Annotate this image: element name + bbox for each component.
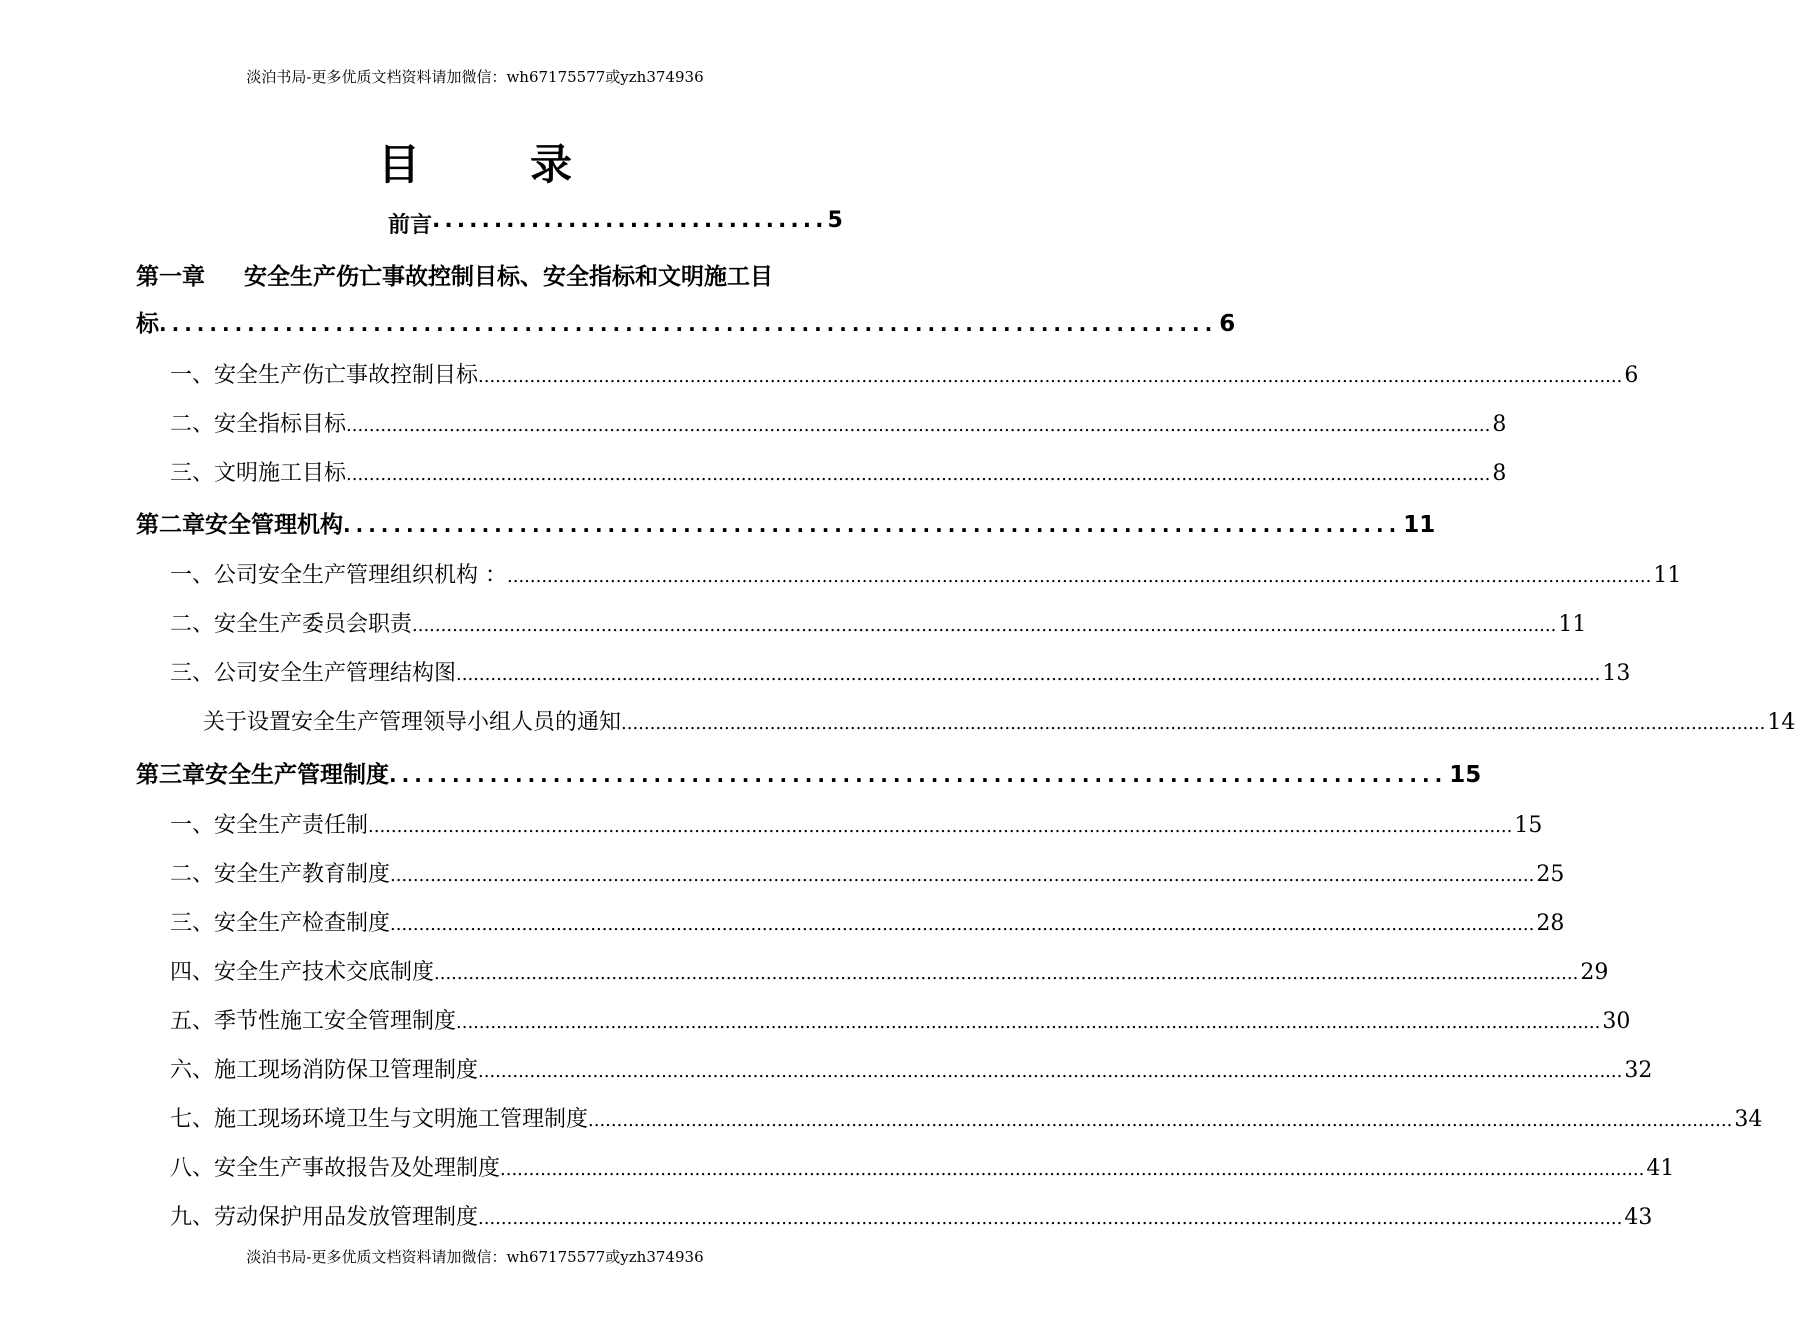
toc-item[interactable] — [170, 607, 1587, 638]
toc-item-label: 一、公司安全生产管理组织机构 ： — [170, 563, 507, 588]
leader-dots: ........................................................................................................................................................................................................ — [390, 914, 1535, 935]
preface-char-2: 言 — [410, 213, 433, 238]
chapter-title: 安全管理机构 — [205, 512, 343, 538]
toc-page-number: 8 — [1492, 412, 1507, 437]
leader-dots: .................................................................................... — [343, 513, 1402, 537]
toc-chapter-2[interactable] — [136, 506, 1436, 539]
toc-item[interactable] — [170, 1151, 1675, 1182]
toc-item[interactable] — [170, 456, 1507, 487]
toc-item[interactable] — [170, 656, 1631, 687]
leader-dots: ........................................................................................................................................................................................................ — [346, 464, 1491, 485]
toc-page-number: 11 — [1558, 612, 1587, 637]
leader-dots: ........................................................................................................................................................................................................ — [456, 1012, 1601, 1033]
toc-item-label: 七、施工现场环境卫生与文明施工管理制度 — [170, 1107, 589, 1132]
toc-item-label: 一、安全生产伤亡事故控制目标 — [170, 363, 479, 388]
toc-chapter-3[interactable] — [136, 756, 1482, 789]
toc-item-label: 三、安全生产检查制度 — [170, 911, 391, 936]
toc-item[interactable] — [170, 1102, 1763, 1133]
leader-dots: ........................................................................................................................................................................................................ — [456, 664, 1601, 685]
toc-chapter-1-line2[interactable] — [136, 305, 1236, 338]
toc-item[interactable] — [170, 857, 1565, 888]
toc-page-number: 34 — [1734, 1107, 1763, 1132]
leader-dots: .................................................................................... — [389, 763, 1448, 787]
leader-dots: ........................................................................................................................................................................................................ — [346, 415, 1491, 436]
toc-page-number: 30 — [1602, 1009, 1631, 1034]
toc-page-number: 25 — [1536, 862, 1565, 887]
toc-page-number: 14 — [1767, 710, 1795, 735]
leader-dots: ........................................................................................................................................................................................................ — [478, 1208, 1623, 1229]
toc-item-label: 四、安全生产技术交底制度 — [170, 960, 435, 985]
leader-dots: ........................................................................................................................................................................................................ — [588, 1110, 1733, 1131]
leader-dots: ................................ — [432, 208, 828, 233]
toc-item-label: 二、安全指标目标 — [170, 412, 347, 437]
chapter-number: 第一章 — [136, 264, 205, 290]
title-right: 录 — [530, 140, 573, 189]
toc-item[interactable] — [170, 558, 1682, 589]
chapter-number: 第二章 — [136, 512, 205, 538]
toc-page-number: 8 — [1492, 461, 1507, 486]
toc-page-number: 11 — [1403, 512, 1436, 538]
leader-dots: ........................................................................................................................................................................................................ — [390, 865, 1535, 886]
leader-dots: ........................................................................................................................................................................................................ — [368, 816, 1513, 837]
toc-page-number: 6 — [1624, 363, 1639, 388]
page-title — [0, 132, 950, 192]
toc-item-label: 六、施工现场消防保卫管理制度 — [170, 1058, 479, 1083]
leader-dots: ........................................................................................................................................................................................................ — [434, 963, 1579, 984]
toc-item-label: 关于设置安全生产管理领导小组人员的通知 — [203, 710, 622, 735]
toc-preface[interactable] — [388, 208, 843, 240]
toc-item-label: 三、文明施工目标 — [170, 461, 347, 486]
page-footer: 淡泊书局-更多优质文档资料请加微信：wh67175577或yzh374936 — [246, 1248, 704, 1266]
toc-item-label: 九、劳动保护用品发放管理制度 — [170, 1205, 479, 1230]
leader-dots: ........................................................................................................................................................................................................ — [507, 566, 1652, 587]
toc-page-number: 5 — [827, 208, 843, 233]
toc-item[interactable] — [170, 407, 1507, 438]
toc-item[interactable] — [170, 906, 1565, 937]
toc-item-label: 二、安全生产委员会职责 — [170, 612, 413, 637]
leader-dots: ........................................................................................................................................................................................................ — [621, 713, 1766, 734]
toc-page-number: 11 — [1653, 563, 1682, 588]
toc-item-label: 一、安全生产责任制 — [170, 813, 369, 838]
leader-dots: ........................................................................................................................................................................................................ — [478, 1061, 1623, 1082]
toc-item[interactable] — [170, 1053, 1653, 1084]
preface-char-1: 前 — [388, 213, 411, 238]
toc-item[interactable] — [170, 358, 1639, 389]
toc-item-label: 八、安全生产事故报告及处理制度 — [170, 1156, 501, 1181]
toc-item[interactable] — [170, 808, 1543, 839]
toc-chapter-1-line1[interactable] — [136, 258, 773, 291]
chapter-title: 安全生产伤亡事故控制目标、安全指标和文明施工目 — [244, 264, 773, 290]
chapter-title-cont: 标 — [136, 311, 159, 337]
page-header: 淡泊书局-更多优质文档资料请加微信：wh67175577或yzh374936 — [246, 68, 704, 86]
toc-page-number: 15 — [1449, 762, 1482, 788]
leader-dots: ........................................................................................................................................................................................................ — [500, 1159, 1645, 1180]
toc-item-label: 二、安全生产教育制度 — [170, 862, 391, 887]
leader-dots: .................................................................................... — [159, 312, 1218, 336]
toc-page-number: 15 — [1514, 813, 1543, 838]
chapter-title: 安全生产管理制度 — [205, 762, 389, 788]
leader-dots: ........................................................................................................................................................................................................ — [412, 615, 1557, 636]
leader-dots: ........................................................................................................................................................................................................ — [478, 366, 1623, 387]
toc-item[interactable] — [170, 955, 1609, 986]
toc-item-label: 三、公司安全生产管理结构图 — [170, 661, 457, 686]
toc-page-number: 41 — [1646, 1156, 1675, 1181]
toc-page-number: 28 — [1536, 911, 1565, 936]
toc-item[interactable] — [170, 1200, 1653, 1231]
toc-item[interactable] — [203, 705, 1795, 736]
toc-item-label: 五、季节性施工安全管理制度 — [170, 1009, 457, 1034]
chapter-number: 第三章 — [136, 762, 205, 788]
toc-page-number: 29 — [1580, 960, 1609, 985]
toc-item[interactable] — [170, 1004, 1631, 1035]
toc-page-number: 13 — [1602, 661, 1631, 686]
title-left: 目 — [377, 140, 420, 189]
toc-page-number: 43 — [1624, 1205, 1653, 1230]
toc-page-number: 6 — [1219, 311, 1236, 337]
toc-page-number: 32 — [1624, 1058, 1653, 1083]
